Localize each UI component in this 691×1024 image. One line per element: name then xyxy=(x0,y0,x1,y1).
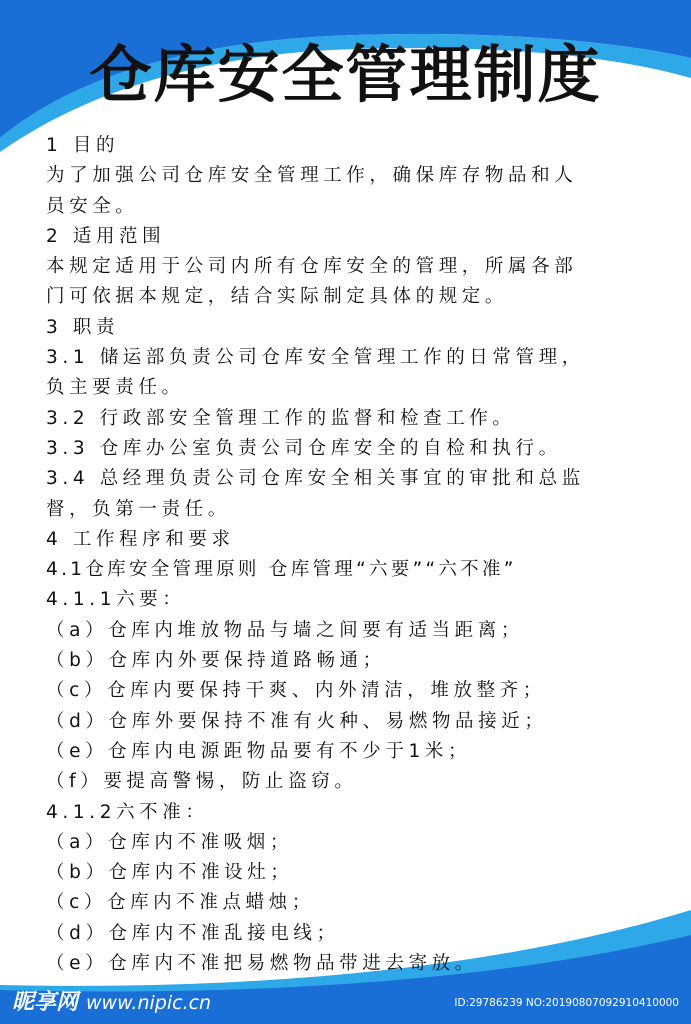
list-item: （e）仓库内电源距物品要有不少于1米； xyxy=(46,740,472,762)
list-item: （d）仓库内不准乱接电线； xyxy=(46,922,340,944)
text-line: 3.4 总经理负责公司仓库安全相关事宜的审批和总监 xyxy=(46,468,585,490)
section-heading: 3 职责 xyxy=(46,316,120,338)
text-line: 为了加强公司仓库安全管理工作，确保库存物品和人 xyxy=(46,165,578,187)
text-line: 3.1 储运部负责公司仓库安全管理工作的日常管理， xyxy=(46,347,585,369)
text-line: 本规定适用于公司内所有仓库安全的管理，所属各部 xyxy=(46,256,578,278)
watermark-logo-text: 昵享网 xyxy=(12,990,79,1015)
text-line: 员安全。 xyxy=(46,195,139,217)
list-item: （c）仓库内不准点蜡烛； xyxy=(46,892,315,914)
text-line: 督，负第一责任。 xyxy=(46,498,231,520)
list-item: （f）要提高警惕，防止盗窃。 xyxy=(46,771,358,793)
text-line: 3.2 行政部安全管理工作的监督和检查工作。 xyxy=(46,407,516,429)
subsection-heading: 4.1.1六要： xyxy=(46,589,186,611)
regulation-text xyxy=(46,131,666,979)
subsection-heading: 4.1.2六不准： xyxy=(46,801,209,823)
list-item: （b）仓库内不准设灶； xyxy=(46,862,294,884)
list-item: （e）仓库内不准把易燃物品带进去寄放。 xyxy=(46,953,478,975)
text-line: 3.3 仓库办公室负责公司仓库安全的自检和执行。 xyxy=(46,437,562,459)
watermark-url: www.nipic.cn xyxy=(86,992,212,1014)
page-title: 仓库安全管理制度 xyxy=(89,38,602,111)
section-heading: 1 目的 xyxy=(46,135,120,156)
list-item: （c）仓库内要保持干爽、内外清洁，堆放整齐； xyxy=(46,680,546,702)
section-heading: 2 适用范围 xyxy=(46,225,166,247)
section-heading: 4 工作程序和要求 xyxy=(46,528,235,550)
watermark-logo xyxy=(12,989,211,1017)
list-item: （a）仓库内不准吸烟； xyxy=(46,831,293,853)
text-line: 门可依据本规定，结合实际制定具体的规定。 xyxy=(46,286,509,308)
list-item: （b）仓库内外要保持道路畅通； xyxy=(46,650,386,672)
text-line: 4.1仓库安全管理原则 仓库管理“六要”“六不准” xyxy=(46,559,517,581)
text-line: 负主要责任。 xyxy=(46,377,185,399)
watermark-id: ID:29786239 NO:20190807092910410000 xyxy=(454,997,679,1009)
list-item: （a）仓库内堆放物品与墙之间要有适当距离； xyxy=(46,619,524,641)
list-item: （d）仓库外要保持不准有火种、易燃物品接近； xyxy=(46,710,548,732)
